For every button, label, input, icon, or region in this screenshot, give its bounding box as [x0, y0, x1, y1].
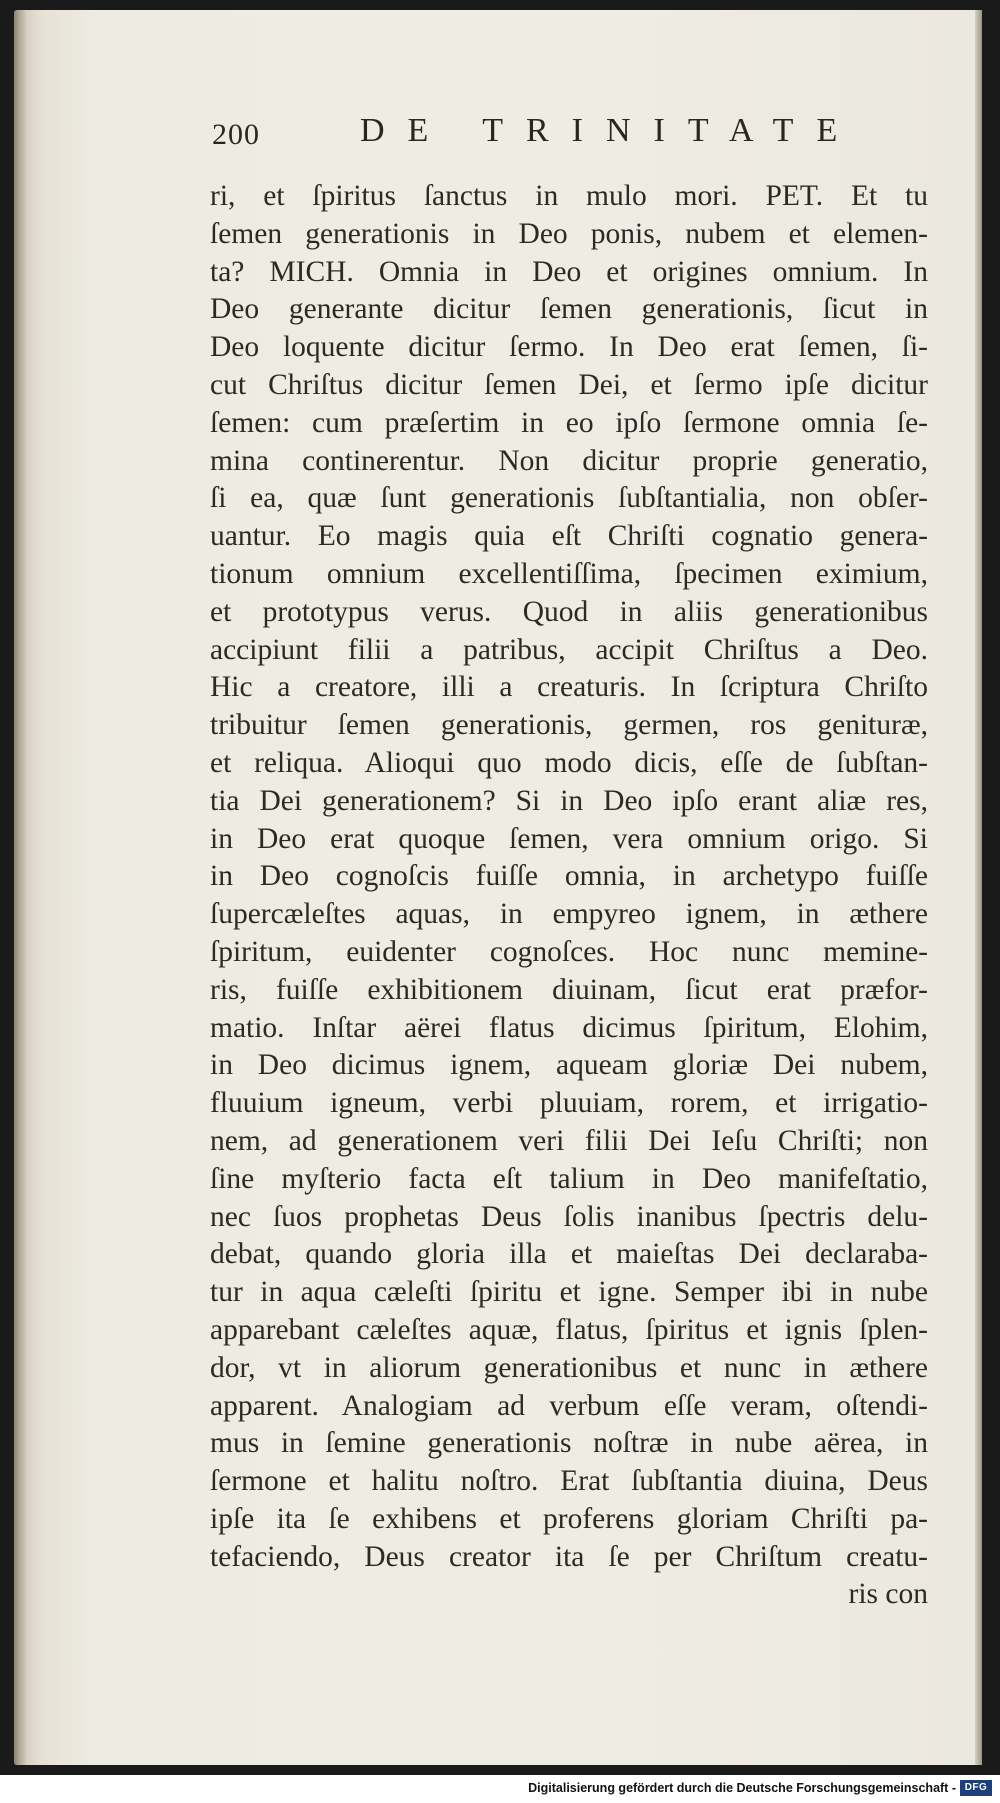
text-line: in Deo cognoſcis fuiſſe omnia, in archetypo fuiſſe	[210, 860, 928, 893]
text-line: uantur. Eo magis quia eſt Chriſti cognatio genera-	[210, 520, 928, 553]
text-line: apparebant cæleſtes aquæ, flatus, ſpiritus et ignis ſplen-	[210, 1313, 928, 1346]
text-line: ſi ea, quæ ſunt generationis ſubſtantialia, non obſer-	[210, 482, 928, 515]
text-line: ipſe ita ſe exhibens et proferens gloriam Chriſti pa-	[210, 1502, 928, 1535]
text-line: ta? MICH. Omnia in Deo et origines omnium. In	[210, 255, 928, 288]
text-line: ſine myſterio facta eſt talium in Deo manifeſtatio,	[210, 1162, 928, 1195]
text-line: fluuium igneum, verbi pluuiam, rorem, et irrigatio-	[210, 1087, 928, 1120]
text-line: in Deo erat quoque ſemen, vera omnium origo. Si	[210, 822, 928, 855]
text-line: nem, ad generationem veri filii Dei Ieſu Chriſti; non	[210, 1124, 928, 1157]
text-line: mus in ſemine generationis noſtræ in nube aërea, in	[210, 1427, 928, 1460]
page-edge-right	[975, 10, 982, 1765]
text-line: ſupercæleſtes aquas, in empyreo ignem, in æthere	[210, 898, 928, 931]
text-line: Deo generante dicitur ſemen generationis, ſicut in	[210, 293, 928, 326]
text-line: tia Dei generationem? Si in Deo ipſo erant aliæ res,	[210, 784, 928, 817]
text-line: accipiunt filii a patribus, accipit Chriſtus a Deo.	[210, 633, 928, 666]
text-line: tur in aqua cæleſti ſpiritu et igne. Semper ibi in nube	[210, 1276, 928, 1309]
text-line: tefaciendo, Deus creator ita ſe per Chriſtum creatu-	[210, 1540, 928, 1573]
text-line: et reliqua. Alioqui quo modo dicis, eſſe de ſubſtan-	[210, 746, 928, 779]
text-line: Hic a creatore, illi a creaturis. In ſcriptura Chriſto	[210, 671, 928, 704]
running-title: DE TRINITATE	[360, 112, 861, 149]
body-text	[210, 178, 928, 1614]
text-line: cut Chriſtus dicitur ſemen Dei, et ſermo ipſe dicitur	[210, 368, 928, 401]
text-line: ſpiritum, euidenter cognoſces. Hoc nunc memine-	[210, 935, 928, 968]
page-edge-left	[14, 10, 26, 1765]
text-line: ris, fuiſſe exhibitionem diuinam, ſicut erat præfor-	[210, 973, 928, 1006]
text-line: ſermone et halitu noſtro. Erat ſubſtantia diuina, Deus	[210, 1465, 928, 1498]
text-line: apparent. Analogiam ad verbum eſſe veram, oſtendi-	[210, 1389, 928, 1422]
text-line: matio. Inſtar aërei flatus dicimus ſpiritum, Elohim,	[210, 1011, 928, 1044]
text-line: dor, vt in aliorum generationibus et nunc in æthere	[210, 1351, 928, 1384]
text-line: debat, quando gloria illa et maieſtas Dei declaraba-	[210, 1238, 928, 1271]
text-line: mina continerentur. Non dicitur proprie generatio,	[210, 444, 928, 477]
text-line: tionum omnium excellentiſſima, ſpecimen eximium,	[210, 557, 928, 590]
page-number: 200	[212, 118, 260, 151]
text-line: ſemen: cum præſertim in eo ipſo ſermone omnia ſe-	[210, 406, 928, 439]
text-line: nec ſuos prophetas Deus ſolis inanibus ſpectris delu-	[210, 1200, 928, 1233]
text-line: ris con	[848, 1578, 928, 1611]
text-line: ſemen generationis in Deo ponis, nubem et elemen-	[210, 217, 928, 250]
text-line: et prototypus verus. Quod in aliis generationibus	[210, 595, 928, 628]
footer-bar	[0, 1775, 1000, 1803]
text-line: ri, et ſpiritus ſanctus in mulo mori. PET. Et tu	[210, 180, 928, 212]
text-line: Deo loquente dicitur ſermo. In Deo erat ſemen, ſi-	[210, 331, 928, 364]
running-head	[212, 112, 861, 160]
text-line: tribuitur ſemen generationis, germen, ros genituræ,	[210, 709, 928, 742]
dfg-logo: DFG	[960, 1780, 992, 1796]
funding-credit: Digitalisierung gefördert durch die Deutsche Forschungsgemeinschaft -	[528, 1781, 956, 1795]
text-line: in Deo dicimus ignem, aqueam gloriæ Dei nubem,	[210, 1049, 928, 1082]
